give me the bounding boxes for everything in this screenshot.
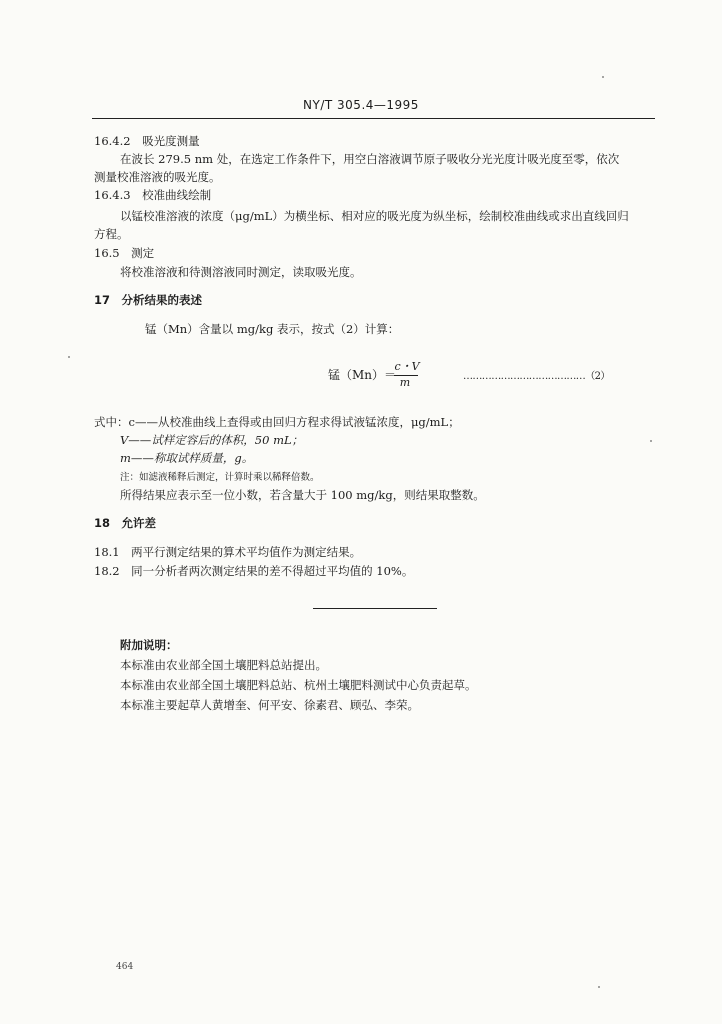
heading-17: 17 分析结果的表述 bbox=[94, 293, 203, 307]
rounding-statement: 所得结果应表示至一位小数，若含量大于 100 mg/kg，则结果取整数。 bbox=[120, 488, 485, 502]
paragraph-17-intro: 锰（Mn）含量以 mg/kg 表示，按式（2）计算： bbox=[145, 322, 400, 336]
paragraph-16-4-2-line2: 测量校准溶液的吸光度。 bbox=[94, 170, 221, 184]
scan-speck bbox=[68, 356, 70, 358]
paragraph-16-4-3-line1: 以锰校准溶液的浓度（μg/mL）为横坐标、相对应的吸光度为纵坐标，绘制校准曲线或求出直线回归 bbox=[120, 209, 629, 223]
end-of-text-rule bbox=[313, 608, 437, 609]
formula-denominator: m bbox=[399, 376, 411, 389]
formula-lhs: 锰（Mn）＝ bbox=[328, 368, 397, 382]
calculation-note: 注：如滤液稀释后测定，计算时乘以稀释倍数。 bbox=[120, 472, 320, 483]
variable-m-definition: m——称取试样质量，g。 bbox=[120, 451, 254, 465]
variable-c-definition: 式中：c——从校准曲线上查得或由回归方程求得试液锰浓度，μg/mL； bbox=[94, 415, 460, 429]
appendix-title: 附加说明： bbox=[120, 638, 178, 652]
paragraph-16-4-2-line1: 在波长 279.5 nm 处，在选定工作条件下，用空白溶液调节原子吸收分光光度计吸光度至零，依次 bbox=[120, 152, 620, 166]
formula-number-tag: …………………………………（2） bbox=[463, 371, 610, 382]
scan-speck bbox=[602, 76, 604, 78]
heading-16-4-3: 16.4.3 校准曲线绘制 bbox=[94, 188, 212, 202]
paragraph-16-5: 将校准溶液和待测溶液同时测定，读取吸光度。 bbox=[120, 265, 362, 279]
variable-v-definition: V——试样定容后的体积，50 mL； bbox=[120, 433, 304, 447]
clause-18-1: 18.1 两平行测定结果的算术平均值作为测定结果。 bbox=[94, 545, 362, 559]
clause-18-2: 18.2 同一分析者两次测定结果的差不得超过平均值的 10%。 bbox=[94, 564, 414, 578]
heading-16-4-2: 16.4.2 吸光度测量 bbox=[94, 134, 200, 148]
formula-numerator: c・V bbox=[394, 360, 420, 373]
header-rule bbox=[92, 118, 655, 119]
heading-16-5: 16.5 测定 bbox=[94, 246, 155, 260]
page-number: 464 bbox=[116, 962, 134, 972]
appendix-line-2: 本标准由农业部全国土壤肥料总站、杭州土壤肥料测试中心负责起草。 bbox=[120, 678, 477, 692]
heading-18: 18 允许差 bbox=[94, 516, 157, 530]
standard-code-header: NY/T 305.4—1995 bbox=[303, 98, 419, 112]
appendix-line-1: 本标准由农业部全国土壤肥料总站提出。 bbox=[120, 658, 327, 672]
scan-speck bbox=[650, 440, 652, 442]
paragraph-16-4-3-line2: 方程。 bbox=[94, 227, 129, 241]
scan-speck bbox=[598, 986, 600, 988]
appendix-line-3: 本标准主要起草人黄增奎、何平安、徐素君、顾弘、李荣。 bbox=[120, 698, 419, 712]
